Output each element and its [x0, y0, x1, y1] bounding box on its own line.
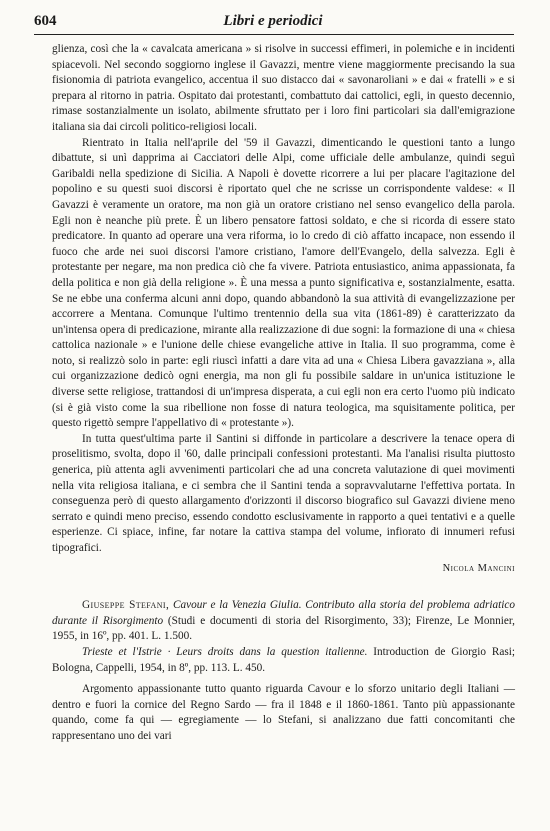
running-title: Libri e periodici	[223, 13, 323, 29]
reference-2	[52, 645, 515, 676]
page-number: 604	[34, 13, 57, 29]
paragraph-1: glienza, così che la « cavalcata americana » si risolve in successi effimeri, in polemiche e in incidenti spiacevoli. Nel secondo soggiorno inglese il Gavazzi, mentre viene maggiormente precisando la sua fisionomia di patriota evangelico, accentua il suo distacco dai « savonaroliani » e dai « fratelli » e si prepara al ritorno in patria. Ospitato dai protestanti, combattuto dai cattolici, egli, in questo decennio, rimase sostanzialmente un isolato, abilmente sfruttato per i loro fini particolari sia dall'emigrazione italiana sia dai circoli politico-religiosi locali.	[52, 43, 515, 133]
review-paragraph: Argomento appassionante tutto quanto riguarda Cavour e lo sforzo unitario degli Italiani — dentro e fuori la cornice del Regno Sardo — fra il 1848 e il 1860-1861. Tanto più appassionante quando, come fa qui — egregiamente — lo Stefani, si analizzano due fatti concomitanti che rappresentano uno dei vari	[52, 683, 515, 742]
article-body	[52, 42, 515, 745]
reference-1-author: Giuseppe Stefani,	[82, 599, 170, 612]
reference-2-details: Introduction de Giorgio Rasi; Bologna, Cappelli, 1954, in 8º, pp. 113. L. 450.	[52, 645, 516, 674]
reference-1	[52, 598, 515, 645]
author-signature: Nicola Mancini	[442, 562, 515, 574]
header-rule	[34, 34, 514, 35]
page-header	[34, 13, 512, 35]
reference-1-details: (Studi e documenti di storia del Risorgimento, 33); Firenze, Le Monnier, 1955, in 16º, pp. 401. L. 1.500.	[52, 614, 515, 643]
paragraph-2: Rientrato in Italia nell'aprile del '59 il Gavazzi, dimenticando le questioni tanto a lungo dibattute, si unì dapprima ai Cacciatori delle Alpi, come ufficiale delle ambulanze, quindi seguì Garibaldi nella spedizione di Sicilia. A Napoli è dovette ricorrere a lui per placare l'agitazione del popolino e su questi suoi discorsi è riportato quel che ne scrisse un corrispondente valdese: « Il Gavazzi è veramente un oratore, ma non già un oratore cristiano nel senso evangelico della parola. Egli non è neanche più prete. È un libero pensatore fattosi soldato, e che si ricorda di essere stato predicatore. In quanto ad operare una vera riforma, io lo credo di ciò affatto incapace, non essendo il fuoco che arde nei suoi discorsi l'amore cristiano, l'amore dell'Evangelo, della salvezza. Egli è protestante per negare, ma non predica ciò che fa vivere. Patriota entusiastico, anima appassionata, fa della politica e non già della religione ». È una messa a punto significativa e, sostanzialmente, esatta. Se ne ebbe una conferma alcuni anni dopo, quando abbandonò la sua attività di evangelizzazione per accorrere a Mentana. Comunque l'ultimo trentennio della sua vita (1861-89) è caratterizzato da un'intensa opera di predicazione, mirante alla realizzazione di due sogni: la formazione di una « chiesa cattolica nazionale » e l'unione delle chiese evangeliche attive in Italia. Il suo programma, come è noto, si realizzò solo in parte: egli riuscì infatti a dare vita ad una « Chiesa Libera gavazziana », alla cui organizzazione dedicò ogni energia, ma non gli fu possibile saldare in un'unica istituzione le diverse sette religiose, trattandosi di un'impresa disperata, a cui egli non era certo l'uomo più indicato (si è già visto come la sua ribellione non fosse di natura teologica, ma squisitamente politica, per questo rigettò sempre l'appellativo di « protestante »).	[52, 136, 515, 430]
paragraph-3: In tutta quest'ultima parte il Santini si diffonde in particolare a descrivere la tenace opera di proselitismo, svolta, dopo il '60, dalle principali confessioni protestanti. Ma l'analisi risulta piuttosto generica, più attenta agli avvenimenti particolari che ad una concreta valutazione di quei movimenti nella vita religiosa italiana, e ci sembra che il Santini tenda a sopravvalutarne l'effettiva portata. In conseguenza però di questo allargamento d'orizzonti il discorso biografico sul Gavazzi diviene meno serrato e quindi meno preciso, essendo condotto esclusivamente in rapporto a quei tentativi e a quelle esperienze. Ci spiace, infine, far notare la cattiva stampa del volume, infiorato di innumeri refusi tipografici.	[52, 432, 515, 554]
reference-1-title: Cavour e la Venezia Giulia. Contributo alla storia del problema adriatico durante il Risorgimento	[52, 599, 516, 627]
section-gap	[52, 576, 515, 598]
reference-2-title: Trieste et l'Istrie · Leurs droits dans la question italienne.	[82, 645, 368, 658]
